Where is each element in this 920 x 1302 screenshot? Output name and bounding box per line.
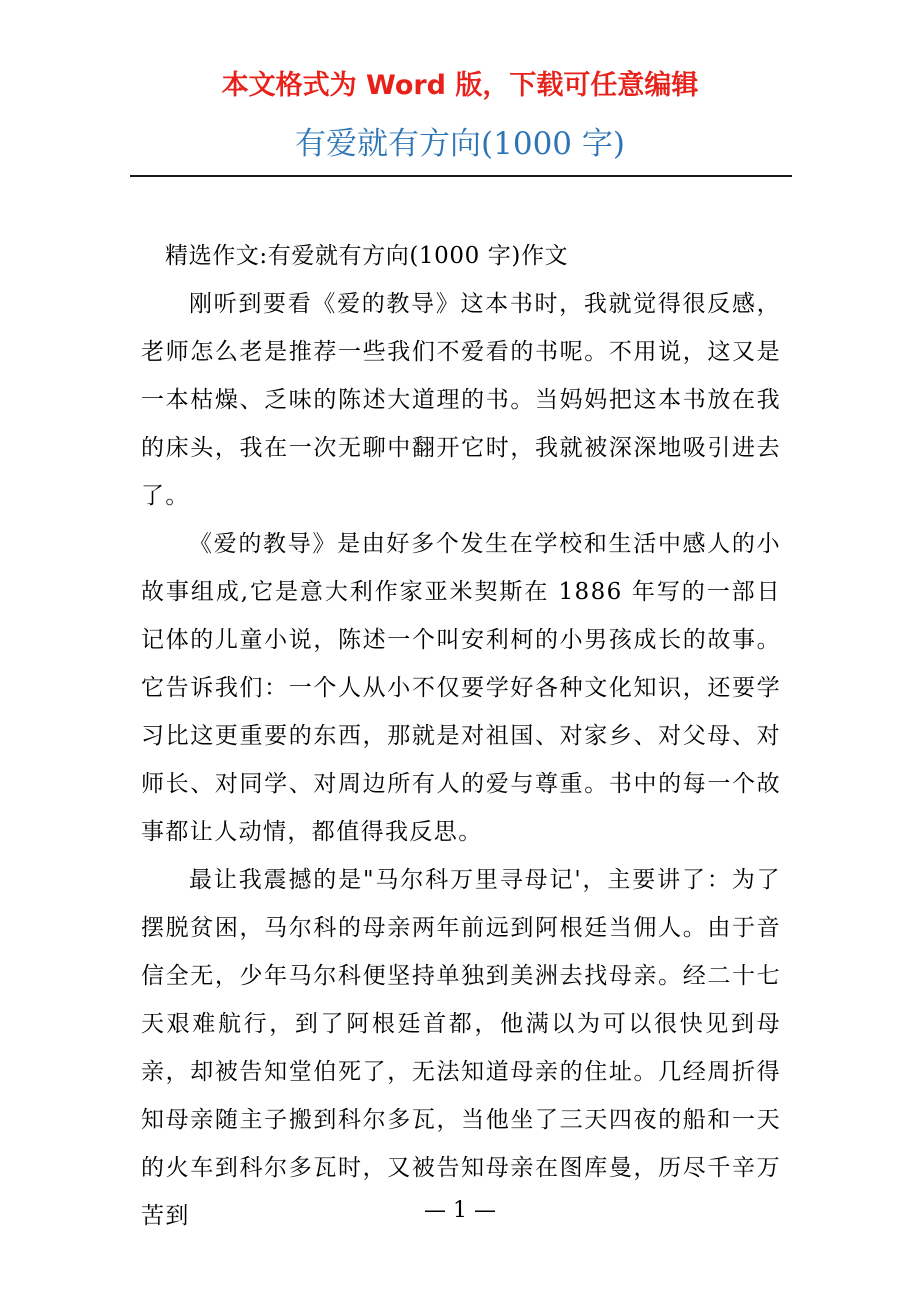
paragraph-1: 刚听到要看《爱的教导》这本书时，我就觉得很反感，老师怎么老是推荐一些我们不爱看的书呢。不用说，这又是一本枯燥、乏味的陈述大道理的书。当妈妈把这本书放在我的床头，我在一次无聊中翻开它时，我就被深深地吸引进去了。 — [141, 291, 781, 509]
format-notice-banner: 本文格式为 Word 版，下载可任意编辑 — [221, 70, 699, 101]
paragraph-2: 《爱的教导》是由好多个发生在学校和生活中感人的小故事组成,它是意大利作家亚米契斯在 1886 年写的一部日记体的儿童小说，陈述一个叫安利柯的小男孩成长的故事。它告诉我们：一个人从小不仅要学好各种文化知识，还要学习比这更重要的东西，那就是对祖国、对家乡、对父母、对师长、对同学、对周边所有人的爱与尊重。书中的每一个故事都让人动情，都值得我反思。 — [141, 531, 781, 845]
document-body — [141, 232, 781, 1240]
title-divider — [130, 175, 792, 177]
document-title: 有爱就有方向(1000 字) — [295, 126, 625, 162]
essay-subtitle: 精选作文:有爱就有方向(1000 字)作文 — [165, 243, 569, 269]
paragraph-3: 最让我震撼的是"马尔科万里寻母记'，主要讲了：为了摆脱贫困，马尔科的母亲两年前远到阿根廷当佣人。由于音信全无，少年马尔科便坚持单独到美洲去找母亲。经二十七天艰难航行，到了阿根廷首都，他满以为可以很快见到母亲，却被告知堂伯死了，无法知道母亲的住址。几经周折得知母亲随主子搬到科尔多瓦，当他坐了三天四夜的船和一天的火车到科尔多瓦时，又被告知母亲在图库曼，历尽千辛万苦到 — [141, 867, 781, 1229]
page-number: — 1 — — [424, 1198, 496, 1223]
